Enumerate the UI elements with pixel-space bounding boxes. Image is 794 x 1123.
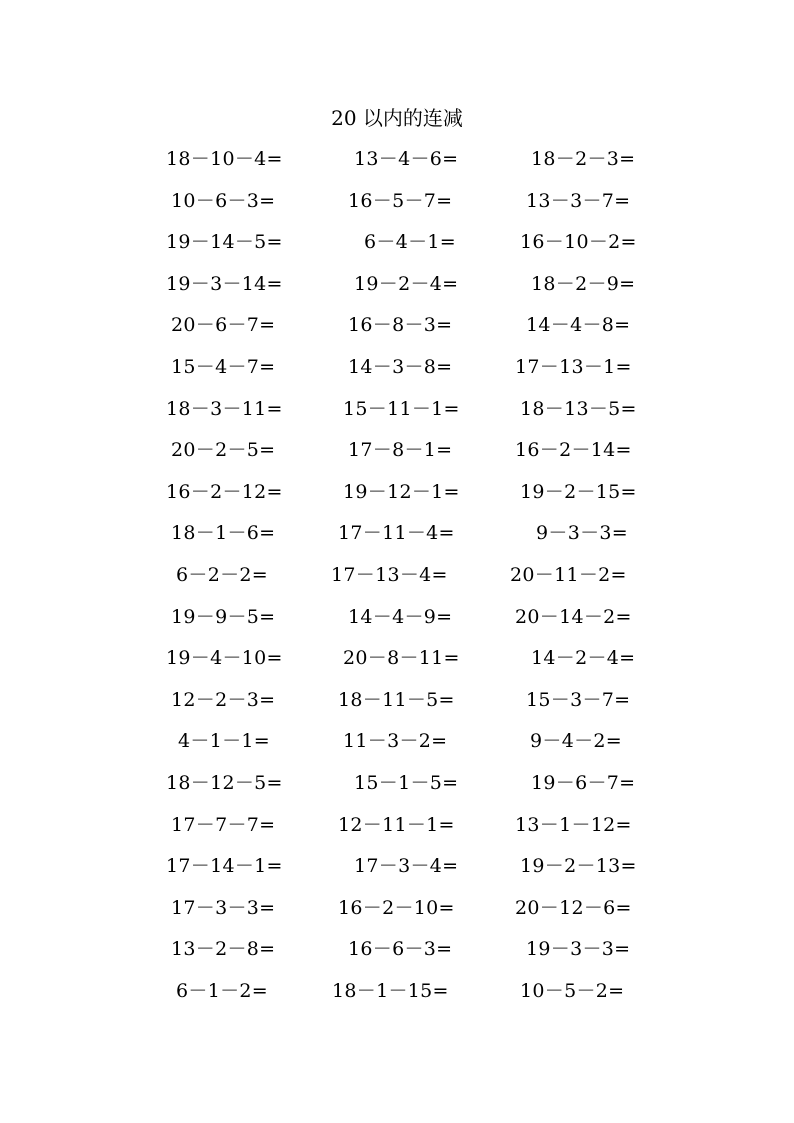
problem-r14-c2: 18－11－5= xyxy=(338,688,455,711)
problem-r8-c3: 16－2－14= xyxy=(515,439,632,462)
problem-r5-c3: 14－4－8= xyxy=(526,314,631,337)
problem-r17-c2: 12－11－1= xyxy=(338,813,455,836)
problem-r8-c2: 17－8－1= xyxy=(348,439,453,462)
problem-r17-c1: 17－7－7= xyxy=(171,813,276,836)
problem-r12-c1: 19－9－5= xyxy=(171,605,276,628)
problem-r9-c1: 16－2－12= xyxy=(166,480,283,503)
page-title: 20 以内的连减 xyxy=(331,106,463,130)
problem-r11-c2: 17－13－4= xyxy=(331,564,448,586)
problem-r16-c1: 18－12－5= xyxy=(166,772,283,794)
problem-r13-c2: 20－8－11= xyxy=(343,647,460,670)
problem-r15-c2: 11－3－2= xyxy=(343,730,448,753)
problem-r16-c3: 19－6－7= xyxy=(531,772,636,794)
problem-r19-c1: 17－3－3= xyxy=(171,896,276,919)
problem-r10-c2: 17－11－4= xyxy=(338,522,455,545)
problem-r12-c3: 20－14－2= xyxy=(515,605,632,628)
problem-r3-c1: 19－14－5= xyxy=(166,231,283,254)
problem-r20-c3: 19－3－3= xyxy=(526,938,631,961)
problem-r7-c2: 15－11－1= xyxy=(343,397,460,420)
problem-r5-c1: 20－6－7= xyxy=(171,314,276,337)
problem-r18-c1: 17－14－1= xyxy=(166,855,283,878)
problem-r1-c1: 18－10－4= xyxy=(166,148,283,170)
problem-r4-c2: 19－2－4= xyxy=(354,272,459,295)
problem-r19-c2: 16－2－10= xyxy=(338,896,455,919)
problem-r6-c2: 14－3－8= xyxy=(348,356,453,378)
problem-r10-c3: 9－3－3= xyxy=(536,522,628,545)
problem-r13-c3: 14－2－4= xyxy=(531,647,636,670)
problem-r13-c1: 19－4－10= xyxy=(166,647,283,670)
problem-r11-c1: 6－2－2= xyxy=(176,564,268,586)
problem-r17-c3: 13－1－12= xyxy=(515,813,632,836)
problem-r20-c1: 13－2－8= xyxy=(171,938,276,961)
problem-r16-c2: 15－1－5= xyxy=(354,772,459,794)
problem-r18-c2: 17－3－4= xyxy=(354,855,459,878)
problem-r5-c2: 16－8－3= xyxy=(348,314,453,337)
problem-r21-c1: 6－1－2= xyxy=(176,980,268,1002)
problem-r10-c1: 18－1－6= xyxy=(171,522,276,545)
problem-r11-c3: 20－11－2= xyxy=(510,564,627,586)
problem-r9-c3: 19－2－15= xyxy=(520,480,637,503)
problem-r7-c1: 18－3－11= xyxy=(166,397,283,420)
problem-r18-c3: 19－2－13= xyxy=(520,855,637,878)
problem-r1-c3: 18－2－3= xyxy=(531,148,636,170)
problem-r15-c3: 9－4－2= xyxy=(530,730,622,753)
problem-r7-c3: 18－13－5= xyxy=(520,397,637,420)
problem-r9-c2: 19－12－1= xyxy=(343,480,460,503)
problem-r2-c2: 16－5－7= xyxy=(348,189,453,212)
problem-r14-c3: 15－3－7= xyxy=(526,688,631,711)
problem-r19-c3: 20－12－6= xyxy=(515,896,632,919)
problem-r1-c2: 13－4－6= xyxy=(354,148,459,170)
problem-r14-c1: 12－2－3= xyxy=(171,688,276,711)
problem-r21-c2: 18－1－15= xyxy=(332,980,449,1002)
problem-r20-c2: 16－6－3= xyxy=(348,938,453,961)
problem-r4-c3: 18－2－9= xyxy=(531,272,636,295)
problem-r12-c2: 14－4－9= xyxy=(348,605,453,628)
problem-r2-c3: 13－3－7= xyxy=(526,189,631,212)
problem-r3-c3: 16－10－2= xyxy=(520,231,637,254)
problem-r6-c3: 17－13－1= xyxy=(515,356,632,378)
problem-r15-c1: 4－1－1= xyxy=(178,730,270,753)
problem-r3-c2: 6－4－1= xyxy=(364,231,456,254)
problem-r6-c1: 15－4－7= xyxy=(171,356,276,378)
problem-r2-c1: 10－6－3= xyxy=(171,189,276,212)
problem-r21-c3: 10－5－2= xyxy=(520,980,625,1002)
problem-r8-c1: 20－2－5= xyxy=(171,439,276,462)
problem-r4-c1: 19－3－14= xyxy=(166,272,283,295)
